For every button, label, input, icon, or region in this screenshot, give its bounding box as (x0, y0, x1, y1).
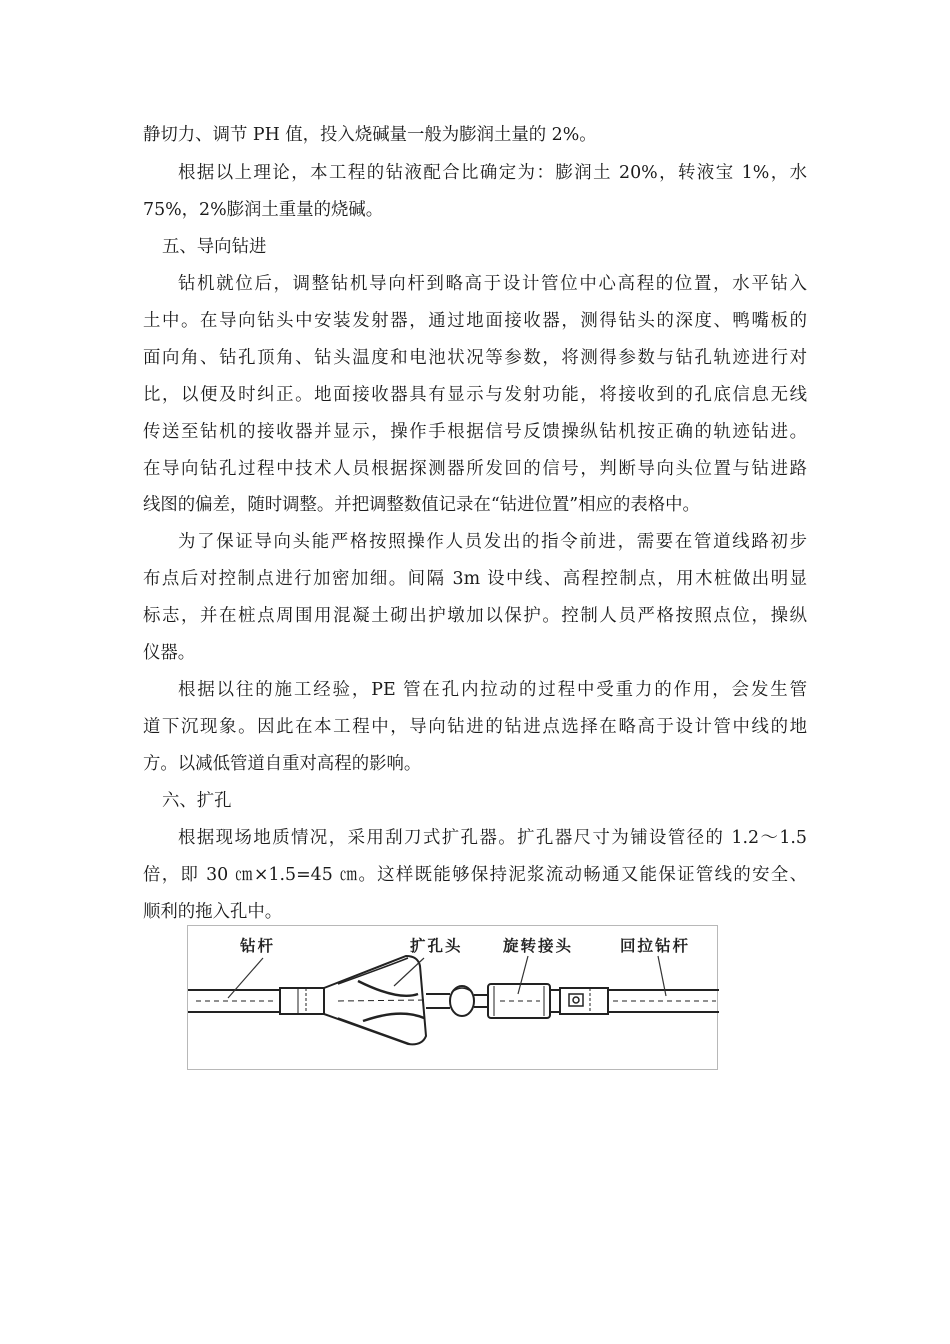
paragraph-line: 方。以减低管道自重对高程的影响。 (143, 754, 422, 774)
paragraph-line: 静切力、调节 PH 值，投入烧碱量一般为膨润土量的 2%。 (143, 125, 597, 145)
paragraph-line: 倍，即 30 ㎝×1.5=45 ㎝。这样既能够保持泥浆流动畅通又能保证管线的安全、 (143, 865, 807, 885)
paragraph-line: 钻机就位后，调整钻机导向杆到略高于设计管位中心高程的位置，水平钻入 (178, 274, 807, 294)
paragraph-line: 面向角、钻孔顶角、钻头温度和电池状况等参数，将测得参数与钻孔轨迹进行对 (143, 348, 807, 368)
paragraph-line: 为了保证导向头能严格按照操作人员发出的指令前进，需要在管道线路初步 (178, 532, 807, 552)
label-reamer-head: 扩孔头 (410, 937, 463, 955)
paragraph-line: 传送至钻机的接收器并显示，操作手根据信号反馈操纵钻机按正确的轨迹钻进。 (143, 422, 807, 442)
drill-rod-leader (228, 958, 263, 998)
paragraph-line: 根据现场地质情况，采用刮刀式扩孔器。扩孔器尺寸为铺设管径的 1.2～1.5 (178, 828, 807, 848)
paragraph-line: 根据以上理论，本工程的钻液配合比确定为：膨润土 20%，转液宝 1%，水 (178, 163, 807, 183)
swivel-leader (518, 956, 528, 994)
paragraph-line: 道下沉现象。因此在本工程中，导向钻进的钻进点选择在略高于设计管中线的地 (143, 717, 807, 737)
paragraph-line: 顺利的拖入孔中。 (143, 902, 283, 922)
paragraph-line: 标志，并在桩点周围用混凝土砌出护墩加以保护。控制人员严格按照点位，操纵 (143, 606, 807, 626)
paragraph-line: 线图的偏差，随时调整。并把调整数值记录在“钻进位置”相应的表格中。 (143, 495, 700, 515)
paragraph-line: 在导向钻孔过程中技术人员根据探测器所发回的信号，判断导向头位置与钻进路 (143, 459, 807, 479)
section-heading: 六、扩孔 (162, 791, 232, 811)
reamer-assembly-figure (187, 925, 718, 1070)
label-swivel: 旋转接头 (503, 937, 574, 955)
paragraph-line: 土中。在导向钻头中安装发射器，通过地面接收器，测得钻头的深度、鸭嘴板的 (143, 311, 807, 331)
label-drill-rod: 钻杆 (240, 937, 276, 955)
paragraph-line: 布点后对控制点进行加密加细。间隔 3m 设中线、高程控制点，用木桩做出明显 (143, 569, 807, 589)
paragraph-line: 比，以便及时纠正。地面接收器具有显示与发射功能，将接收到的孔底信息无线 (143, 385, 807, 405)
paragraph-line: 75%，2%膨润土重量的烧碱。 (143, 200, 384, 220)
paragraph-line: 根据以往的施工经验，PE 管在孔内拉动的过程中受重力的作用，会发生管 (178, 680, 807, 700)
paragraph-line: 仪器。 (143, 643, 196, 663)
left-coupling (280, 988, 324, 1014)
section-heading: 五、导向钻进 (162, 237, 267, 257)
label-pullback-rod: 回拉钻杆 (620, 937, 691, 955)
pullback-coupling (560, 988, 608, 1014)
